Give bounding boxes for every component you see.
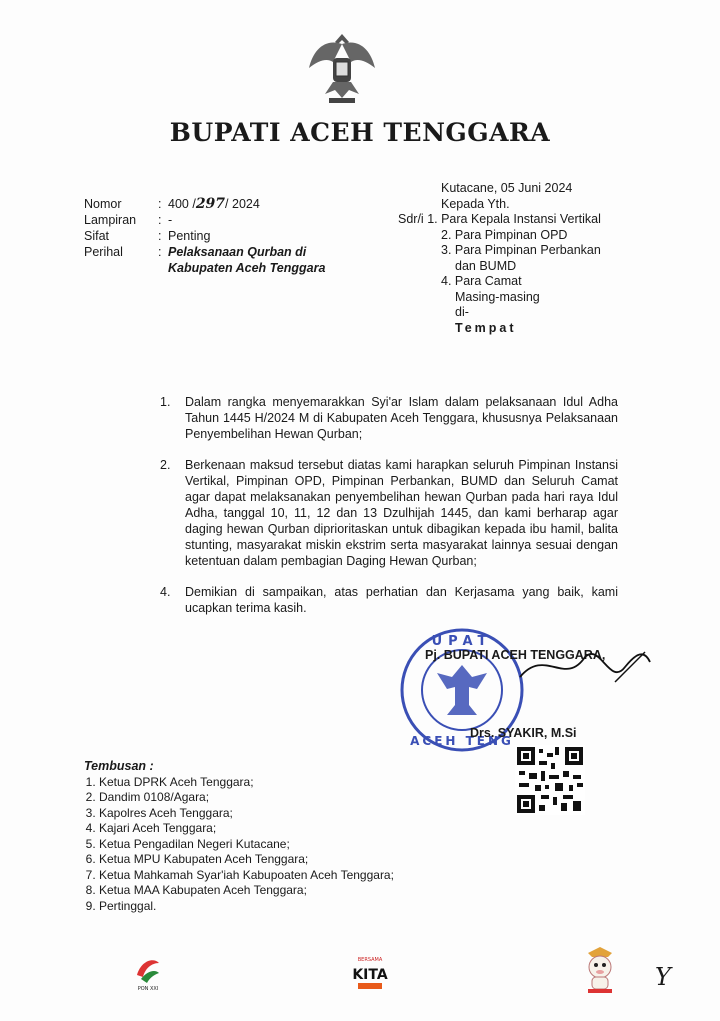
nomor-year: / 2024 <box>225 197 260 211</box>
perihal-line-2: Kabupaten Aceh Tenggara <box>168 261 326 275</box>
nomor-label: Nomor <box>84 197 122 211</box>
garuda-emblem-icon <box>305 28 379 106</box>
bersama-kita-logo-icon <box>352 953 388 995</box>
nomor-handwritten: 297 <box>195 196 226 212</box>
recipient-item: 4. Para Camat <box>441 274 522 288</box>
tempat-label: Tempat <box>455 320 517 335</box>
tembusan-heading: Tembusan : <box>84 759 154 773</box>
perihal-row <box>84 244 325 276</box>
sifat-row <box>84 228 325 244</box>
list-item: 9. Pertinggal. <box>99 899 394 915</box>
qr-code-icon <box>515 745 585 815</box>
handwritten-signature-icon <box>515 637 655 697</box>
paragraph-text: Demikian di sampaikan, atas perhatian dan Kerjasama yang baik, kami ucapkan terima kasih. <box>185 585 618 615</box>
handwritten-mark: Y <box>655 963 671 991</box>
tembusan-block <box>84 759 394 914</box>
body-paragraph <box>160 584 618 616</box>
nomor-row <box>84 196 325 212</box>
letter-body <box>160 394 618 631</box>
perihal-value <box>168 244 325 276</box>
list-item: 4. Kajari Aceh Tenggara; <box>99 821 394 837</box>
perihal-label: Perihal <box>84 245 123 259</box>
pon-logo-icon <box>133 953 163 993</box>
kepada-label: Kepada Yth. <box>441 196 510 211</box>
nomor-prefix: 400 / <box>168 197 196 211</box>
paragraph-number: 4. <box>160 585 171 599</box>
recipient-item: 3. Para Pimpinan Perbankan <box>441 243 601 257</box>
list-item: 6. Ketua MPU Kabupaten Aceh Tenggara; <box>99 852 394 868</box>
signatory-title: Pj. BUPATI ACEH TENGGARA, <box>425 648 606 662</box>
list-item: 8. Ketua MAA Kabupaten Aceh Tenggara; <box>99 883 394 899</box>
letter-meta <box>84 196 325 276</box>
separator: : <box>158 229 162 243</box>
recipient-item: 2. Para Pimpinan OPD <box>441 227 568 242</box>
recipient-item: Masing-masing <box>455 289 540 304</box>
perihal-line-1: Pelaksanaan Qurban di <box>168 245 307 259</box>
separator: : <box>158 197 162 211</box>
document-title: BUPATI ACEH TENGGARA <box>169 118 551 147</box>
svg-text:PON XXI: PON XXI <box>137 986 159 992</box>
recipient-item: dan BUMD <box>455 258 517 273</box>
recipient-item: di- <box>455 305 469 319</box>
address-block <box>398 181 601 336</box>
lampiran-row <box>84 212 325 228</box>
paragraph-text: Dalam rangka menyemarakkan Syi'ar Islam dalam pelaksanaan Idul Adha Tahun 1445 H/2024 M di Kabupaten Aceh Tenggara, khususnya Pelaksanaan Penyembelihan Hewan Qurban; <box>185 395 618 441</box>
separator: : <box>158 245 162 259</box>
list-item: 3. Kapolres Aceh Tenggara; <box>99 806 394 822</box>
mascot-icon <box>578 945 622 997</box>
sdr-label: Sdr/i <box>398 212 424 226</box>
list-item: 5. Ketua Pengadilan Negeri Kutacane; <box>99 837 394 853</box>
body-paragraph <box>160 394 618 442</box>
sifat-value: Penting <box>168 229 211 243</box>
nomor-value <box>168 196 260 212</box>
list-item: 2. Dandim 0108/Agara; <box>99 790 394 806</box>
svg-text:UPAT: UPAT <box>431 634 493 649</box>
list-item: 7. Ketua Mahkamah Syar'iah Kabupoaten Aceh Tenggara; <box>99 868 394 884</box>
svg-text:ACEH TENG: ACEH TENG <box>410 734 514 748</box>
sifat-label: Sifat <box>84 229 110 243</box>
recipient-line <box>398 212 601 228</box>
paragraph-number: 1. <box>160 395 171 409</box>
separator: : <box>158 213 162 227</box>
svg-text:KITA: KITA <box>352 967 388 983</box>
list-item: 1. Ketua DPRK Aceh Tenggara; <box>99 775 394 791</box>
lampiran-label: Lampiran <box>84 213 137 227</box>
svg-text:BERSAMA: BERSAMA <box>357 957 383 963</box>
tembusan-list <box>84 775 394 915</box>
letter-date: Kutacane, 05 Juni 2024 <box>441 181 573 195</box>
paragraph-number: 2. <box>160 458 171 472</box>
lampiran-value: - <box>168 213 173 227</box>
signatory-name: Drs. SYAKIR, M.Si <box>470 726 577 740</box>
paragraph-text: Berkenaan maksud tersebut diatas kami harapkan seluruh Pimpinan Instansi Vertikal, Pimpinan OPD, Pimpinan Perbankan, BUMD dan Seluruh Camat agar dapat melaksanakan penyembelihan hewan Qurban pada hari raya Idul Adha, tanggal 10, 11, 12 dan 13 Dzulhijah 1445, dan kami berharap agar daging hewan Qurban diprioritaskan untuk dibagikan kepada ibu hamil, balita stunting, masyarakat miskin ekstrim serta masyarakat lainnya sesuai dengan ketentuan dalam pembagian Daging Hewan Qurban; <box>185 458 618 568</box>
recipient-item: 1. Para Kepala Instansi Vertikal <box>427 212 601 226</box>
body-paragraph <box>160 457 618 569</box>
